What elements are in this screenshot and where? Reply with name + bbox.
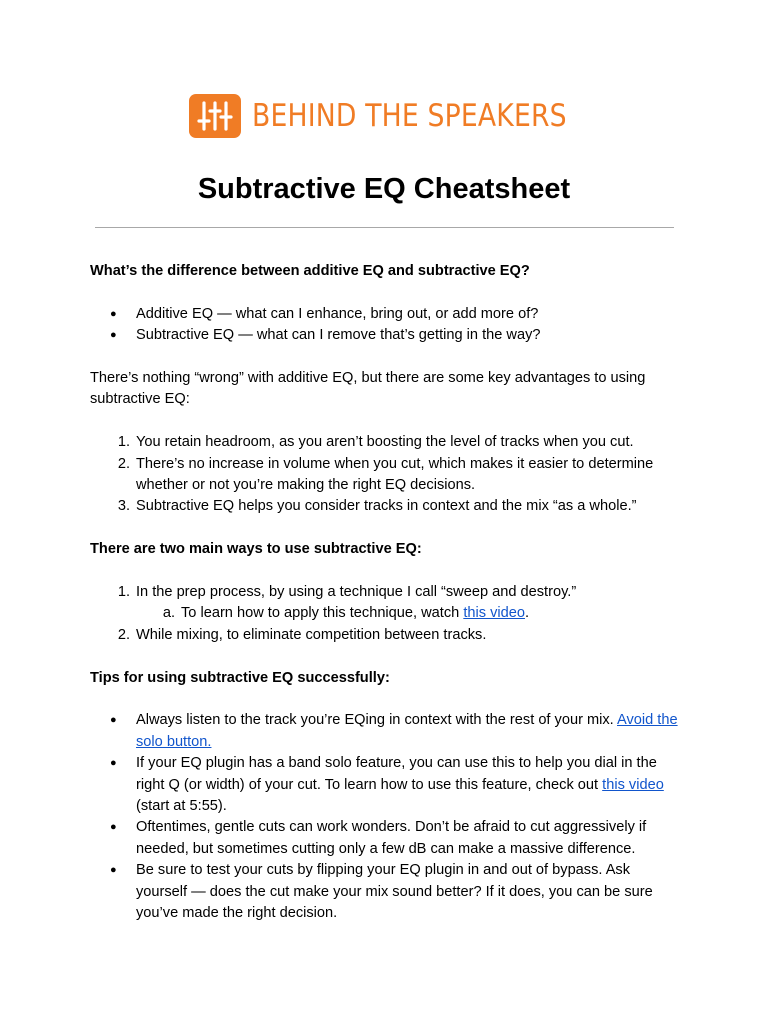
list-text: Subtractive EQ helps you consider tracks in context and the mix “as a whole.” [136, 498, 637, 515]
list-item [90, 625, 680, 646]
bullet-marker: ● [110, 821, 117, 834]
list-number: 1. [117, 584, 130, 601]
list-item [90, 582, 680, 603]
sub-list-item [90, 603, 680, 624]
list-text: There’s no increase in volume when you cut, which makes it easier to determine whether or not you’re making the right EQ decisions. [136, 455, 654, 494]
list-number: 3. [117, 498, 130, 515]
this-video-link[interactable]: this video [463, 605, 525, 622]
bullet-text: Always listen to the track you’re EQing in context with the rest of your mix. [136, 712, 617, 729]
list-letter: a. [162, 605, 175, 622]
list-item [90, 432, 680, 453]
page-title: Subtractive EQ Cheatsheet [197, 173, 571, 205]
section-heading-tips: Tips for using subtractive EQ successfully: [90, 669, 390, 686]
bullet-marker: ● [110, 714, 117, 727]
list-item [90, 325, 680, 346]
list-item [90, 817, 680, 860]
list-text: You retain headroom, as you aren’t boosting the level of tracks when you cut. [136, 434, 634, 451]
advantages-paragraph: There’s nothing “wrong” with additive EQ, but there are some key advantages to using subtractive EQ: [90, 370, 646, 408]
avoid-solo-button-link[interactable]: Avoid the solo button. [136, 712, 678, 750]
list-item [90, 454, 680, 497]
section-heading-ways: There are two main ways to use subtractive EQ: [90, 541, 422, 558]
list-number: 2. [117, 626, 130, 643]
list-item [90, 753, 680, 817]
bullet-text: If your EQ plugin has a band solo feature, you can use this to help you dial in the right Q (or width) of your cut. To learn how to use this feature, check out [136, 755, 657, 793]
list-item [90, 710, 680, 753]
bullet-text: Be sure to test your cuts by flipping your EQ plugin in and out of bypass. Ask yourself — does the cut make your mix sound better? If it does, you can be sure you’ve made the right decision. [136, 862, 653, 922]
bullet-marker: ● [110, 864, 117, 877]
list-item [90, 304, 680, 325]
document-body [90, 261, 680, 924]
band-solo-video-link[interactable]: this video [602, 776, 664, 793]
list-text: In the prep process, by using a technique I call “sweep and destroy.” [136, 584, 577, 601]
bullet-text: Additive EQ — what can I enhance, bring out, or add more of? [136, 305, 539, 322]
bullet-text: Subtractive EQ — what can I remove that’s getting in the way? [136, 327, 541, 344]
brand-logo [189, 94, 618, 138]
bullet-marker: ● [110, 757, 117, 770]
horizontal-divider [95, 227, 674, 228]
list-item [90, 496, 680, 517]
brand-name: BEHIND THE SPEAKERS [252, 98, 567, 134]
list-item [90, 860, 680, 924]
list-number: 2. [117, 455, 130, 472]
bullet-marker: ● [110, 329, 117, 342]
section-heading-difference: What’s the difference between additive EQ and subtractive EQ? [90, 263, 530, 279]
list-number: 1. [117, 434, 130, 451]
list-text-end: . [524, 605, 530, 622]
bullet-text: Oftentimes, gentle cuts can work wonders. Don’t be afraid to cut aggressively if needed, but sometimes cutting only a few dB can make a massive difference. [136, 819, 647, 857]
bullet-marker: ● [110, 307, 117, 320]
list-text: To learn how to apply this technique, watch [181, 605, 464, 622]
mixer-faders-icon [189, 94, 241, 138]
list-text: While mixing, to eliminate competition between tracks. [136, 626, 487, 643]
bullet-text-end: (start at 5:55). [136, 798, 227, 815]
